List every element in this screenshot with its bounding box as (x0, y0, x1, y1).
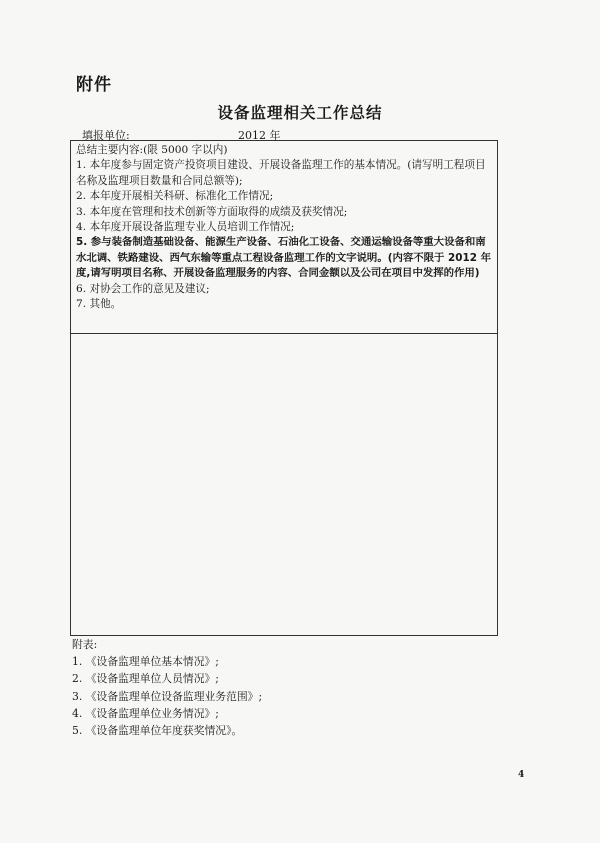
page-number: 4 (518, 770, 525, 780)
attachment-item: 4. 《设备监理单位业务情况》; (72, 706, 219, 720)
summary-writing-area[interactable] (71, 334, 497, 635)
document-title: 设备监理相关工作总结 (217, 104, 383, 122)
attachments-section (72, 636, 262, 739)
attachment-item: 2. 《设备监理单位人员情况》; (72, 672, 219, 686)
instructions-section (71, 141, 497, 334)
instruction-item: 1. 本年度参与固定资产投资项目建设、开展设备监理工作的基本情况。(请写明工程项目名称及监理项目数量和合同总额等); (76, 159, 486, 187)
instruction-item: 4. 本年度开展设备监理专业人员培训工作情况; (76, 221, 295, 234)
year-label: 2012 年 (238, 129, 281, 142)
instruction-item: 6. 对协会工作的意见及建议; (76, 282, 210, 295)
fill-unit-label: 填报单位: (82, 129, 130, 142)
attachment-item: 1. 《设备监理单位基本情况》; (72, 655, 219, 669)
attachment-label: 附件 (76, 75, 112, 95)
attachment-item: 3. 《设备监理单位设备监理业务范围》; (72, 689, 263, 703)
summary-form-frame (70, 140, 498, 636)
instruction-item: 2. 本年度开展相关科研、标准化工作情况; (76, 190, 274, 203)
instruction-item: 3. 本年度在管理和技术创新等方面取得的成绩及获奖情况; (76, 205, 348, 218)
instruction-item: 7. 其他。 (76, 298, 122, 311)
attachments-heading: 附表: (72, 638, 98, 651)
instructions-heading: 总结主要内容:(限 5000 字以内) (76, 144, 228, 156)
attachment-item: 5. 《设备监理单位年度获奖情况》。 (72, 724, 243, 738)
instruction-item: 5. 参与装备制造基础设备、能源生产设备、石油化工设备、交通运输设备等重大设备和南水北调、铁路建设、西气东输等重点工程设备监理工作的文字说明。(内容不限于 2012 年度,请写明项目名称、开展设备监理服务的内容、合同金额以及公司在项目中发挥的作用) (76, 236, 491, 280)
